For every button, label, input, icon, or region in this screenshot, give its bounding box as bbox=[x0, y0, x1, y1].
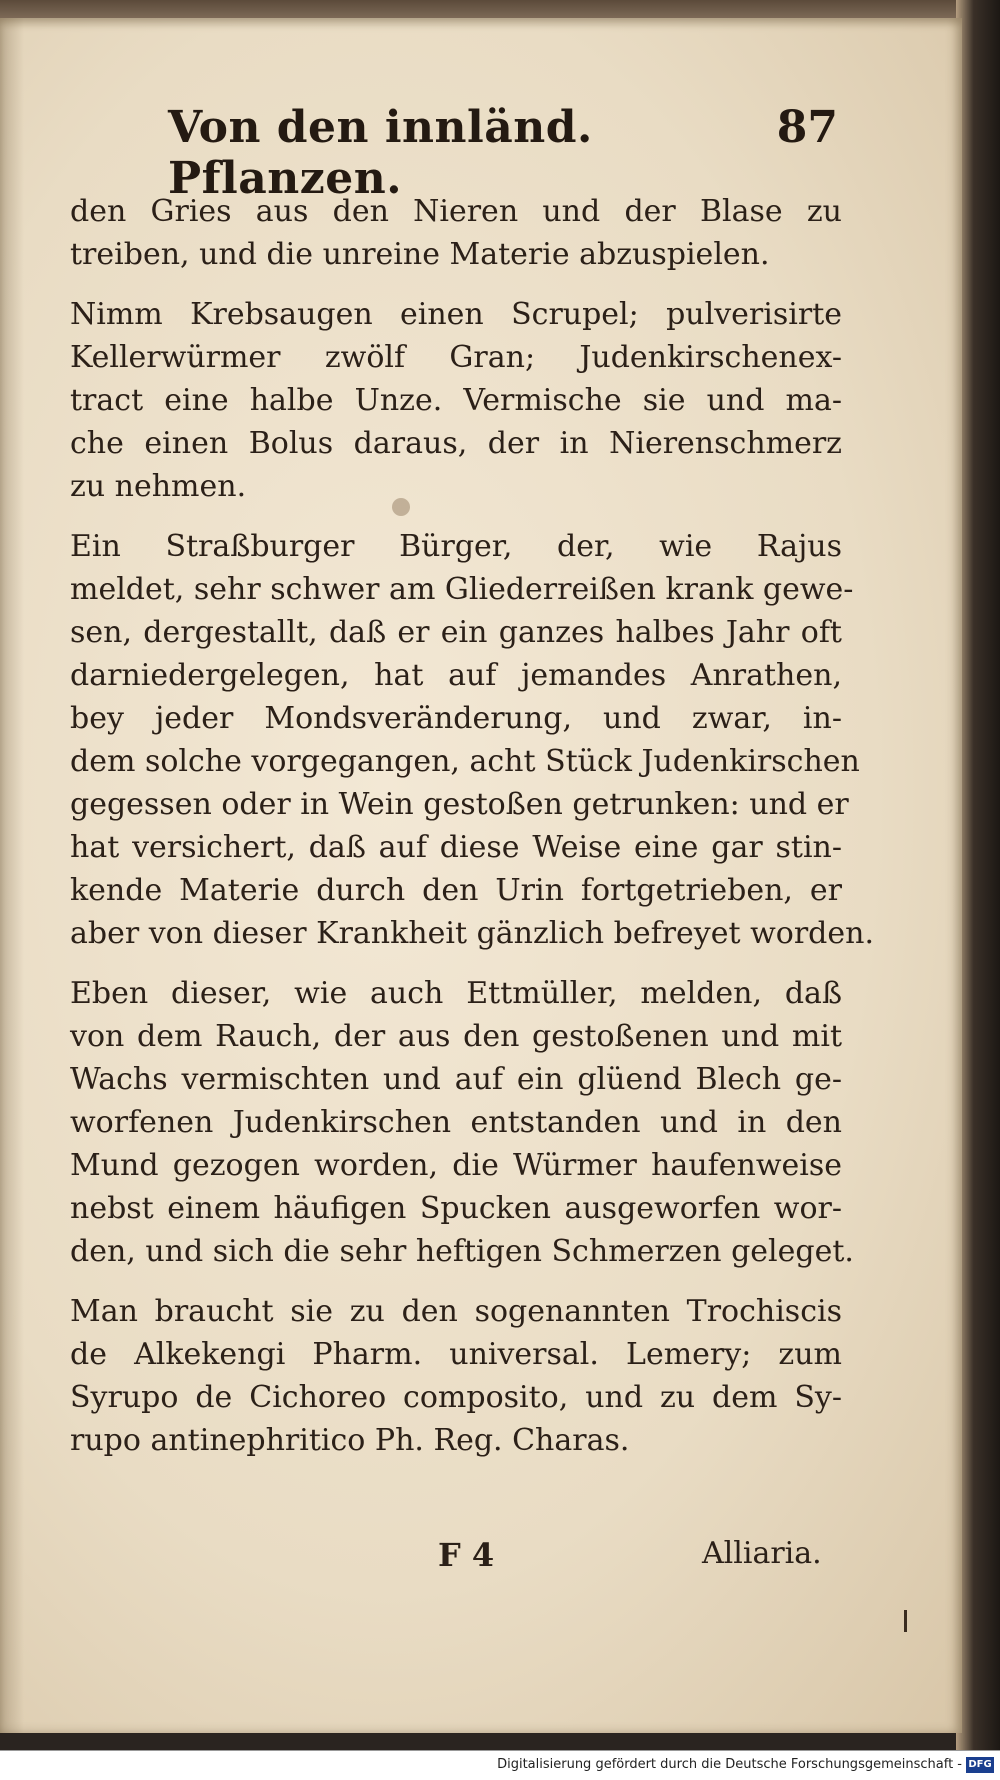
text-line: Ein Straßburger Bürger, der, wie Rajus bbox=[70, 529, 842, 564]
page-number: 87 bbox=[776, 102, 838, 153]
text-line: Nimm Krebsaugen einen Scrupel; pulverisirte bbox=[70, 297, 842, 332]
dfg-logo: DFG bbox=[966, 1757, 994, 1773]
text-line: den, und sich die sehr heftigen Schmerzen geleget. bbox=[70, 1234, 854, 1269]
text-line: den Gries aus den Nieren und der Blase zu bbox=[70, 194, 842, 229]
text-line: zu nehmen. bbox=[70, 469, 247, 504]
text-line: Mund gezogen worden, die Würmer haufenweise bbox=[70, 1148, 842, 1183]
paragraph-4 bbox=[70, 972, 854, 1273]
digitization-credit: Digitalisierung gefördert durch die Deutsche Forschungsgemeinschaft - bbox=[497, 1757, 962, 1772]
paragraph-3 bbox=[70, 525, 874, 955]
text-line: treiben, und die unreine Materie abzuspielen. bbox=[70, 237, 770, 272]
text-line: worfenen Judenkirschen entstanden und in den bbox=[70, 1105, 842, 1140]
text-line: tract eine halbe Unze. Vermische sie und ma- bbox=[70, 383, 842, 418]
paragraph-1 bbox=[70, 190, 842, 276]
text-line: Kellerwürmer zwölf Gran; Judenkirschenex- bbox=[70, 340, 842, 375]
paragraph-5 bbox=[70, 1290, 842, 1462]
text-line: gegessen oder in Wein gestoßen getrunken: und er bbox=[70, 787, 849, 822]
text-line: rupo antinephritico Ph. Reg. Charas. bbox=[70, 1423, 630, 1458]
text-line: Man braucht sie zu den sogenannten Trochiscis bbox=[70, 1294, 842, 1329]
text-line: bey jeder Mondsveränderung, und zwar, in- bbox=[70, 701, 842, 736]
text-line: aber von dieser Krankheit gänzlich befreyet worden. bbox=[70, 916, 874, 951]
text-line: von dem Rauch, der aus den gestoßenen und mit bbox=[70, 1019, 842, 1054]
running-head-title: Von den innländ. Pflanzen. bbox=[168, 102, 593, 204]
book-page bbox=[0, 18, 962, 1733]
text-line: darniedergelegen, hat auf jemandes Anrathen, bbox=[70, 658, 842, 693]
text-line: nebst einem häufigen Spucken ausgeworfen wor- bbox=[70, 1191, 842, 1226]
text-line: kende Materie durch den Urin fortgetrieben, er bbox=[70, 873, 842, 908]
text-line: che einen Bolus daraus, der in Nierenschmerz bbox=[70, 426, 842, 461]
catchword: Alliaria. bbox=[702, 1536, 822, 1571]
text-line: meldet, sehr schwer am Gliederreißen krank gewe- bbox=[70, 572, 854, 607]
text-line: de Alkekengi Pharm. universal. Lemery; zum bbox=[70, 1337, 842, 1372]
margin-mark bbox=[904, 1610, 907, 1632]
text-line: Syrupo de Cichoreo composito, und zu dem Sy- bbox=[70, 1380, 842, 1415]
digitization-credit-bar bbox=[0, 1750, 1000, 1780]
text-line: sen, dergestallt, daß er ein ganzes halbes Jahr oft bbox=[70, 615, 842, 650]
book-right-edge bbox=[956, 0, 1000, 1779]
running-head bbox=[168, 102, 838, 204]
page-footer bbox=[0, 1536, 962, 1596]
text-line: Eben dieser, wie auch Ettmüller, melden, daß bbox=[70, 976, 842, 1011]
text-line: dem solche vorgegangen, acht Stück Judenkirschen bbox=[70, 744, 860, 779]
paragraph-2 bbox=[70, 293, 842, 508]
text-line: Wachs vermischten und auf ein glüend Blech ge- bbox=[70, 1062, 842, 1097]
body-text bbox=[70, 190, 874, 1462]
signature-mark: F 4 bbox=[438, 1536, 495, 1574]
text-line: hat versichert, daß auf diese Weise eine gar stin- bbox=[70, 830, 842, 865]
